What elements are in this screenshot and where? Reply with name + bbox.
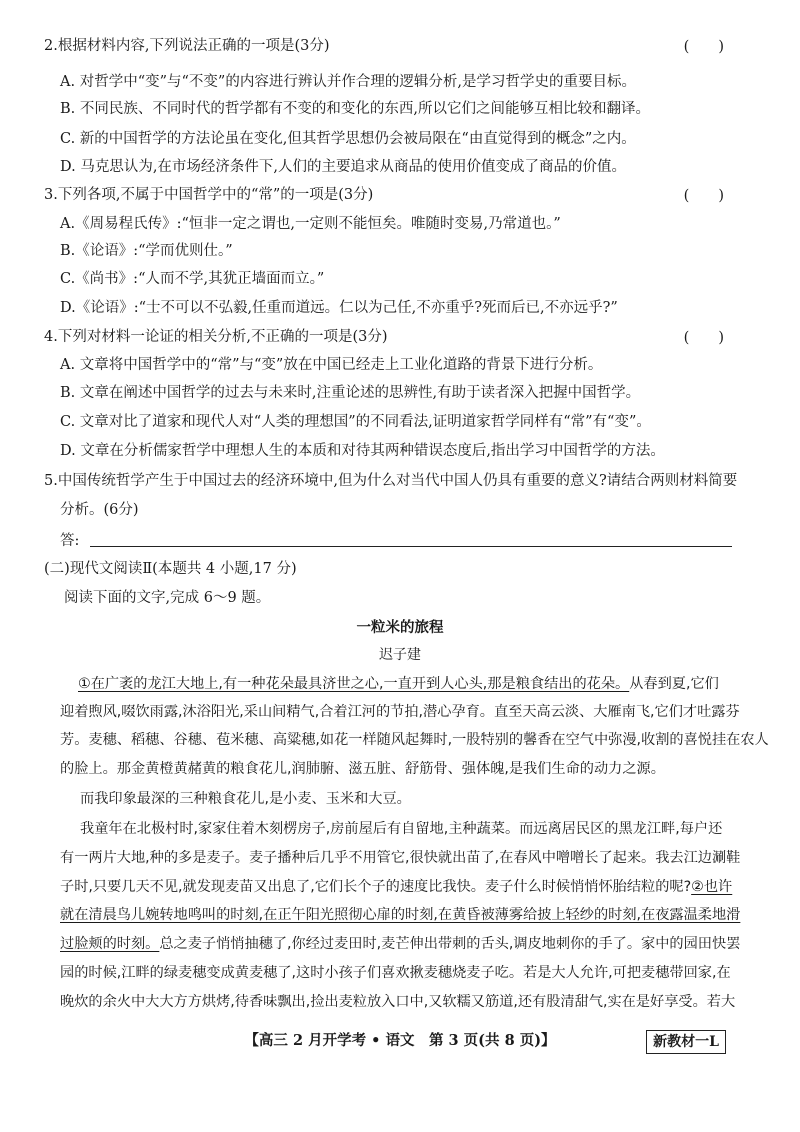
q4-option-b: B. 文章在阐述中国哲学的过去与未来时,注重论述的思辨性,有助于读者深入把握中国哲学。 (60, 385, 641, 401)
q5-stem: 5.中国传统哲学产生于中国过去的经济环境中,但为什么对当代中国人仍具有重要的意义?请结合两则材料简要 (44, 473, 738, 489)
paragraph-1-line-3: 芳。麦穗、稻穗、谷穗、苞米穗、高粱穗,如花一样随风起舞时,一股特别的馨香在空气中弥漫,收割的喜悦挂在农人 (60, 732, 769, 748)
q3-option-c: C.《尚书》:“人而不学,其犹正墙面而立。” (60, 271, 325, 287)
edition-badge: 新教材一L (646, 1030, 726, 1054)
underlined-sentence-2-middle: 就在清晨鸟儿婉转地鸣叫的时刻,在正午阳光照彻心扉的时刻,在黄昏被薄雾给披上轻纱的时刻,在夜露温柔地滑 (60, 907, 741, 923)
q3-answer-bracket[interactable]: ( ) (683, 188, 724, 204)
q3-option-a: A.《周易程氏传》:“恒非一定之谓也,一定则不能恒矣。唯随时变易,乃常道也。” (60, 216, 561, 232)
article-title: 一粒米的旅程 (356, 619, 444, 636)
paragraph-3-line-4 (0, 904, 800, 926)
q2-option-d: D. 马克思认为,在市场经济条件下,人们的主要追求从商品的使用价值变成了商品的价值。 (60, 159, 627, 175)
q3-option-b: B.《论语》:“学而优则仕。” (60, 243, 233, 259)
underlined-sentence-2-end: 过脸颊的时刻。 (60, 936, 160, 952)
q2-answer-bracket[interactable]: ( ) (683, 39, 724, 55)
paragraph-3-line-1: 我童年在北极村时,家家住着木刻楞房子,房前屋后有自留地,主种蔬菜。而远离居民区的黑龙江畔,每户还 (80, 821, 723, 837)
q2-option-c: C. 新的中国哲学的方法论虽在变化,但其哲学思想仍会被局限在“由直觉得到的概念”之内。 (60, 131, 636, 147)
paragraph-2: 而我印象最深的三种粮食花儿,是小麦、玉米和大豆。 (80, 791, 411, 807)
underlined-sentence-2-start: ②也许 (691, 879, 733, 895)
paragraph-3-line-6: 园的时候,江畔的绿麦穗变成黄麦穗了,这时小孩子们喜欢揪麦穗烧麦子吃。若是大人允许,可把麦穗带回家,在 (60, 965, 731, 981)
q4-answer-bracket[interactable]: ( ) (683, 330, 724, 346)
paragraph-3-line-3-text: 子时,只要几天不见,就发现麦苗又出息了,它们长个子的速度比我快。麦子什么时候悄悄怀胎结粒的呢? (60, 879, 692, 895)
section-instruction: 阅读下面的文字,完成 6～9 题。 (64, 590, 271, 606)
q2-stem: 2.根据材料内容,下列说法正确的一项是(3分) (44, 38, 330, 54)
paragraph-1-line-4: 的脸上。那金黄橙黄赭黄的粮食花儿,润肺腑、滋五脏、舒筋骨、强体魄,是我们生命的动力之源。 (60, 761, 665, 777)
section-heading: (二)现代文阅读Ⅱ(本题共 4 小题,17 分) (44, 561, 297, 577)
paragraph-3-line-3 (0, 876, 800, 898)
q4-stem: 4.下列对材料一论证的相关分析,不正确的一项是(3分) (44, 329, 388, 345)
q4-option-d: D. 文章在分析儒家哲学中理想人生的本质和对待其两种错误态度后,指出学习中国哲学的方法。 (60, 443, 665, 459)
paragraph-3-line-7: 晚炊的余火中大大方方烘烤,待香味飘出,捡出麦粒放入口中,又软糯又筋道,还有股清甜气,实在是好享受。若大 (60, 994, 736, 1010)
q5-stem-continued: 分析。(6分) (60, 502, 139, 518)
article-author: 迟子建 (379, 647, 421, 663)
q5-answer-label: 答: (60, 533, 80, 549)
paragraph-3-line-2: 有一两片大地,种的多是麦子。麦子播种后几乎不用管它,很快就出苗了,在春风中噌噌长了起来。我去江边涮鞋 (60, 850, 741, 866)
underlined-sentence-1: ①在广袤的龙江大地上,有一种花朵最具济世之心,一直开到人心头,那是粮食结出的花朵。 (78, 676, 630, 692)
q3-option-d: D.《论语》:“士不可以不弘毅,任重而道远。仁以为己任,不亦重乎?死而后已,不亦远乎?” (60, 300, 618, 316)
paragraph-1-line-1 (0, 673, 800, 695)
paragraph-1-line-1-rest: 从春到夏,它们 (629, 676, 719, 692)
page-footer: 【高三 2 月开学考 • 语文 第 3 页(共 8 页)】 (244, 1032, 556, 1049)
answer-underline (90, 545, 732, 547)
paragraph-3-line-5-rest: 总之麦子悄悄抽穗了,你经过麦田时,麦芒伸出带刺的舌头,调皮地刺你的手了。家中的园田快罢 (159, 936, 741, 952)
paragraph-1-line-2: 迎着煦风,啜饮雨露,沐浴阳光,采山间精气,合着江河的节拍,潜心孕育。直至天高云淡、大雁南飞,它们才吐露芬 (60, 704, 740, 720)
q2-option-b: B. 不同民族、不同时代的哲学都有不变的和变化的东西,所以它们之间能够互相比较和翻译。 (60, 101, 650, 117)
q3-stem: 3.下列各项,不属于中国哲学中的“常”的一项是(3分) (44, 187, 374, 203)
paragraph-3-line-5 (0, 933, 800, 955)
q5-answer-field[interactable] (0, 528, 800, 550)
q4-option-c: C. 文章对比了道家和现代人对“人类的理想国”的不同看法,证明道家哲学同样有“常”有“变”。 (60, 414, 651, 430)
q4-option-a: A. 文章将中国哲学中的“常”与“变”放在中国已经走上工业化道路的背景下进行分析。 (60, 357, 603, 373)
q2-option-a: A. 对哲学中“变”与“不变”的内容进行辨认并作合理的逻辑分析,是学习哲学史的重要目标。 (60, 74, 636, 90)
